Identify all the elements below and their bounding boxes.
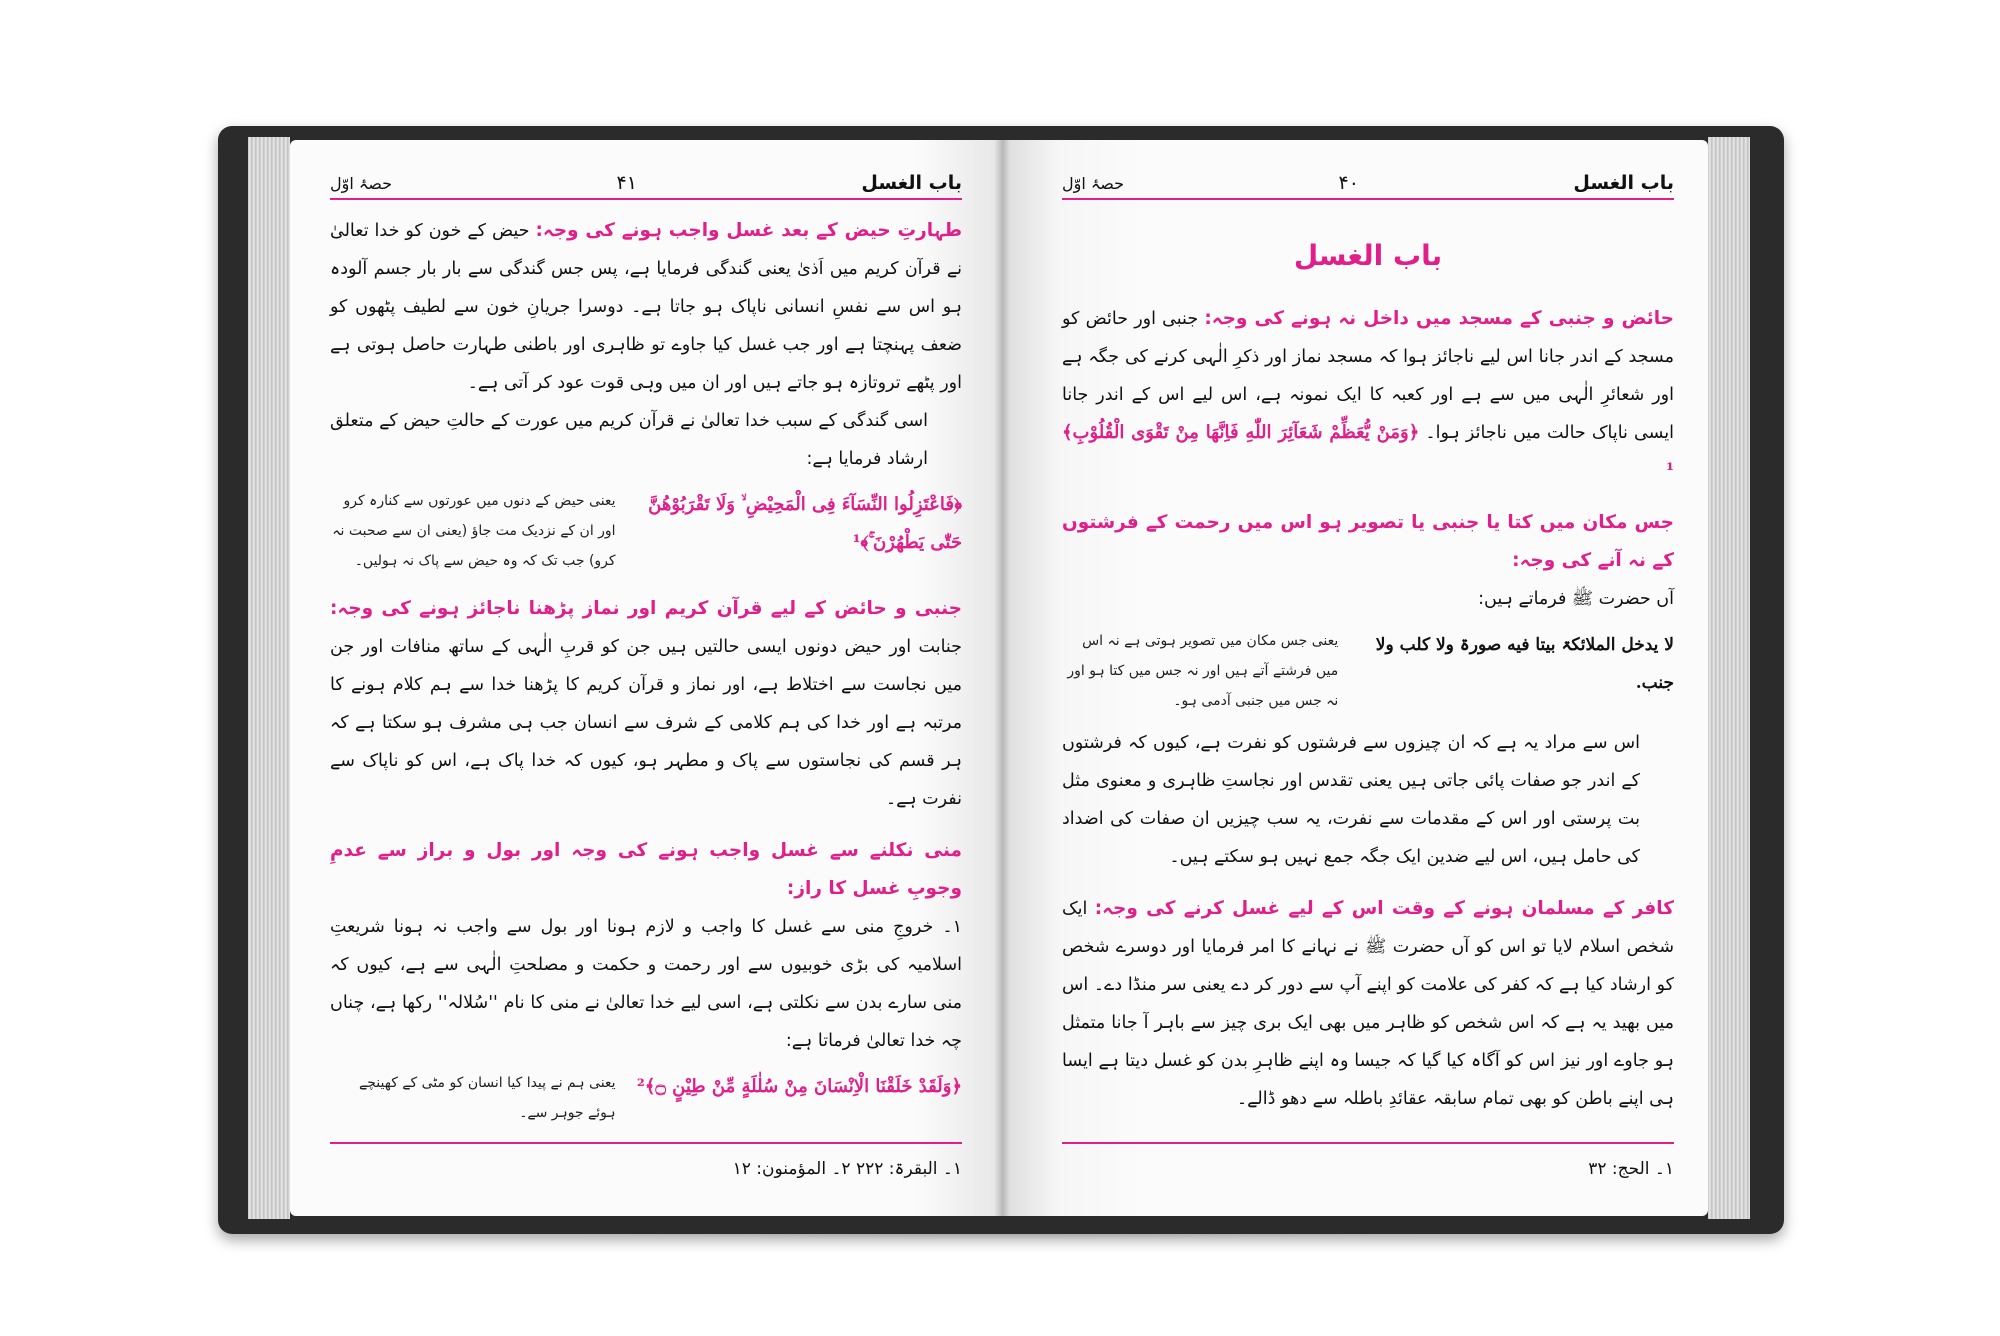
left-verse-2: ﴿وَلَقَدْ خَلَقْنَا الْاِنْسَانَ مِنْ سُلٰلَةٍ مِّنْ طِیْنٍ ۝﴾² bbox=[636, 1076, 962, 1097]
right-hadith-translation: یعنی جس مکان میں تصویر ہوتی ہے نہ اس میں فرشتے آتے ہیں اور نہ جس میں کتا ہو اور نہ جس میں جنبی آدمی ہو۔ bbox=[1067, 633, 1339, 709]
right-heading-2: جس مکان میں کتا یا جنبی یا تصویر ہو اس میں رحمت کے فرشتوں کے نہ آنے کی وجہ: bbox=[1062, 512, 1674, 571]
left-verse-block-2 bbox=[330, 1068, 962, 1128]
left-head-section: حصۂ اوّل bbox=[330, 173, 393, 193]
left-heading-3: جنبی و حائض کے لیے قرآن کریم اور نماز پڑھنا ناجائز ہونے کی وجہ: bbox=[330, 598, 962, 619]
right-head-rule bbox=[1062, 198, 1674, 200]
right-paragraph-2 bbox=[1062, 504, 1674, 580]
left-paragraph-1 bbox=[330, 212, 962, 402]
left-verse-block-1 bbox=[330, 486, 962, 576]
right-heading-1: حائض و جنبی کے مسجد میں داخل نہ ہونے کی وجہ: bbox=[1204, 308, 1674, 329]
right-paragraph-4 bbox=[1062, 890, 1674, 1118]
left-verse-1: ﴿فَاعْتَزِلُوا النِّسَآءَ فِی الْمَحِیْضِ ۙ وَلَا تَقْرَبُوْهُنَّ حَتّٰى یَطْهُرْنَ ۚ﴾¹ bbox=[648, 494, 962, 553]
right-running-head bbox=[1062, 170, 1674, 196]
left-paragraph-3 bbox=[330, 590, 962, 818]
right-paragraph-1 bbox=[1062, 300, 1674, 490]
right-text-4: ایک شخص اسلام لایا تو اس کو آں حضرت ﷺ نے نہانے کا امر فرمایا اور دوسرے شخص کو ارشاد کیا ہے کہ کفر کی علامت کو اپنے آپ سے دور کر دے یعنی سر منڈا دے۔ اس میں بھید یہ ہے کہ اس شخص کو ظاہر میں بھی ایک بری چیز سے باہر آ جانا متمثل ہو جاوے اور نیز اس کو آگاہ کیا گیا کہ جیسا وہ اپنے ظاہرِ بدن کو غسل دیتا ہے ایسا ہی اپنے باطن کو بھی تمام سابقہ عقائدِ باطلہ سے دھو ڈالے۔ bbox=[1062, 899, 1674, 1109]
left-paragraph-4 bbox=[330, 908, 962, 1060]
left-text-3: جنابت اور حیض دونوں ایسی حالتیں ہیں جن کو قربِ الٰہی کے ساتھ منافات اور جن میں نجاست سے اختلاط ہے، اور نماز و قرآن کریم کا پڑھنا خدا سے ہم کلام ہونے کا مرتبہ ہے اور خدا کی ہم کلامی کے شرف سے انسان جب ہی مشرف ہو سکتا ہے کہ ہر قسم کی نجاستوں سے پاک و مطہر ہو، کیوں کہ خدا پاک ہے، اس کو ناپاک سے نفرت ہے۔ bbox=[330, 637, 962, 809]
right-page bbox=[1002, 140, 1708, 1216]
right-head-chapter: باب الغسل bbox=[1573, 172, 1674, 194]
right-hadith-block bbox=[1062, 626, 1674, 716]
right-footnote-rule bbox=[1062, 1142, 1674, 1144]
left-running-head bbox=[330, 170, 962, 196]
left-head-rule bbox=[330, 198, 962, 200]
right-verse-1: ﴿وَمَنْ یُّعَظِّمْ شَعَآئِرَ اللّٰهِ فَاِنَّهَا مِنْ تَقْوَى الْقُلُوْبِ﴾¹ bbox=[1062, 422, 1674, 481]
left-heading-1: طہارتِ حیض کے بعد غسل واجب ہونے کی وجہ: bbox=[535, 220, 962, 241]
right-head-section: حصۂ اوّل bbox=[1062, 173, 1125, 193]
left-page bbox=[290, 140, 1002, 1216]
left-heading-4-block bbox=[330, 832, 962, 908]
left-footnote: ۱۔ البقرۃ: ۲۲۲ ۲۔ المؤمنون: ۱۲ bbox=[732, 1159, 962, 1179]
left-paragraph-2 bbox=[330, 402, 962, 478]
left-footnote-rule bbox=[330, 1142, 962, 1144]
right-body bbox=[1062, 212, 1674, 1118]
left-verse-2-translation: یعنی ہم نے پیدا کیا انسان کو مٹی کے کھینچے ہوئے جوہر سے۔ bbox=[359, 1075, 616, 1121]
right-head-page-number: ۴۰ bbox=[1338, 172, 1359, 194]
right-footnote: ۱۔ الحج: ۳۲ bbox=[1588, 1159, 1674, 1179]
page-stack-right bbox=[1708, 137, 1750, 1219]
right-hadith-arabic: لا یدخل الملائکۃ بیتا فیه صورۃ ولا کلب ولا جنب. bbox=[1375, 635, 1674, 693]
book-gutter bbox=[994, 140, 1010, 1216]
left-head-chapter: باب الغسل bbox=[861, 172, 962, 194]
right-paragraph-3 bbox=[1062, 724, 1674, 876]
right-text-3: اس سے مراد یہ ہے کہ ان چیزوں سے فرشتوں کو نفرت ہے، کیوں کہ فرشتوں کے اندر جو صفات پائی جاتی ہیں یعنی تقدس اور نجاستِ ظاہری و معنوی مثل بت پرستی اور اس کے مقدمات سے نفرت، یہ سب چیزیں ان صفات کی اضداد کی حامل ہیں، اس لیے ضدین ایک جگہ جمع نہیں ہو سکتے ہیں۔ bbox=[1062, 733, 1640, 867]
right-text-1: جنبی اور حائض کو مسجد کے اندر جانا اس لیے ناجائز ہوا کہ مسجد نماز اور ذکرِ الٰہی کرنے کی جگہ ہے اور شعائرِ الٰہی میں سے ہے اور کعبہ کا ایک نمونہ ہے، اس لیے اس کے اندر جانا ایسی ناپاک حالت میں ناجائز ہوا۔ bbox=[1062, 309, 1674, 443]
page-stack-left bbox=[248, 137, 290, 1219]
left-text-4: ۱۔ خروجِ منی سے غسل کا واجب و لازم ہونا اور بول سے واجب نہ ہونا شریعتِ اسلامیہ کی بڑی خوبیوں سے اور رحمت و حکمت و مصلحتِ الٰہی سے ہے، کیوں کہ منی سارے بدن سے نکلتی ہے، اسی لیے خدا تعالیٰ نے منی کا نام ''سُلالہ'' رکھا ہے، چناں چہ خدا تعالیٰ فرماتا ہے: bbox=[330, 917, 962, 1051]
left-heading-4: منی نکلنے سے غسل واجب ہونے کی وجہ اور بول و براز سے عدمِ وجوبِ غسل کا راز: bbox=[330, 840, 962, 899]
left-head-page-number: ۴۱ bbox=[616, 172, 637, 194]
left-body bbox=[330, 212, 962, 1136]
right-heading-4: کافر کے مسلمان ہونے کے وقت اس کے لیے غسل کرنے کی وجہ: bbox=[1094, 898, 1674, 919]
left-text-1: حیض کے خون کو خدا تعالیٰ نے قرآن کریم میں اَذیٰ یعنی گندگی فرمایا ہے، پس جس گندگی سے بار بار جسم آلودہ ہو اس سے نفسِ انسانی ناپاک ہو جاتا ہے۔ دوسرا جریانِ خون سے لطیف پٹھوں کو ضعف پہنچتا ہے اور جب غسل کیا جاوے تو ظاہری اور باطنی طہارت حاصل ہوتی ہے اور پٹھے تروتازہ ہو جاتے ہیں اور ان میں وہی قوت عود کر آتی ہے۔ bbox=[330, 221, 962, 393]
chapter-title: باب الغسل bbox=[1293, 239, 1443, 272]
left-verse-1-translation: یعنی حیض کے دنوں میں عورتوں سے کنارہ کرو اور ان کے نزدیک مت جاؤ (یعنی ان سے صحبت نہ کرو) جب تک کہ وہ حیض سے پاک نہ ہولیں۔ bbox=[332, 493, 616, 569]
left-text-2: اسی گندگی کے سبب خدا تعالیٰ نے قرآن کریم میں عورت کے حالتِ حیض کے متعلق ارشاد فرمایا ہے: bbox=[330, 411, 928, 469]
right-hadith-intro: آں حضرت ﷺ فرماتے ہیں: bbox=[1478, 589, 1674, 609]
